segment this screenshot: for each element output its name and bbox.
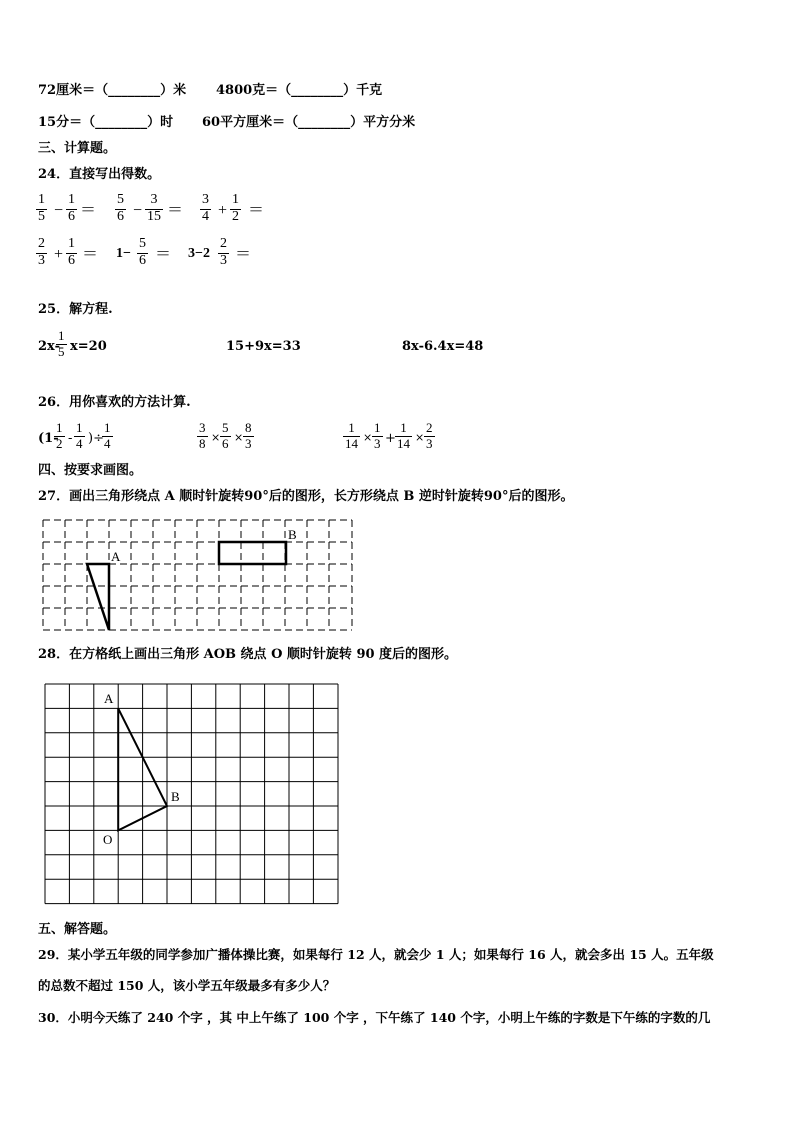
fraction: $\frac{2}{3}$ <box>220 236 227 268</box>
q29-line-1: 29．某小学五年级的同学参加广播体操比赛，如果每行 12 人，就会少 1 人；如果每行 16 人，就会多出 15 人。五年级 <box>38 947 714 962</box>
fraction: $\frac{1}{6}$ <box>68 236 75 268</box>
fill-question-2: 4800克＝（________）千克 <box>216 83 383 98</box>
fill-question-1: 72厘米＝（________）米 <box>38 83 187 98</box>
q25-equation-3: 8x-6.4x=48 <box>402 339 484 354</box>
fill-question-4: 60平方厘米＝（________）平方分米 <box>202 115 416 130</box>
fraction: $\frac{2}{3}$ <box>38 236 45 268</box>
fraction: $\frac{1}{4}$ <box>76 420 83 451</box>
q27-rectangle <box>219 542 286 564</box>
q27-label-a: A <box>111 549 121 564</box>
fraction: $\frac{5}{6}$ <box>117 192 124 224</box>
fraction: $\frac{1}{6}$ <box>68 192 75 224</box>
fraction: $\frac{2}{3}$ <box>426 420 433 451</box>
fraction: $\frac{1}{5}$ <box>38 192 45 224</box>
fraction: $\frac{1}{2}$ <box>232 192 239 224</box>
fraction: $\frac{1}{5}$ <box>58 328 65 359</box>
q28-label-b: B <box>171 789 180 804</box>
q28-title: 28．在方格纸上画出三角形 AOB 绕点 O 顺时针旋转 90 度后的图形。 <box>38 647 458 662</box>
q30-line-1: 30．小明今天练了 240 个字 ，其 中上午练了 100 个字 ，下午练了 140 个字，小明上午练的字数是下午练的字数的几 <box>38 1010 711 1025</box>
q27-triangle <box>87 564 109 630</box>
q25-equation-2: 15+9x=33 <box>226 339 301 354</box>
q28-grid-figure <box>42 678 352 918</box>
fraction: $\frac{1}{14}$ <box>397 420 410 451</box>
section-heading-3: 三、计算题。 <box>38 141 117 156</box>
q28-label-a: A <box>104 691 114 706</box>
fraction: $\frac{5}{6}$ <box>222 420 229 451</box>
q25-title: 25．解方程. <box>38 302 113 317</box>
q28-label-o: O <box>103 832 113 847</box>
fraction: $\frac{5}{6}$ <box>139 236 146 268</box>
q26-title: 26．用你喜欢的方法计算. <box>38 395 191 410</box>
fraction: $\frac{1}{14}$ <box>345 420 358 451</box>
fill-question-3: 15分＝（________）时 <box>38 115 174 130</box>
fraction: $\frac{3}{15}$ <box>147 192 161 224</box>
fraction: $\frac{1}{3}$ <box>374 420 381 451</box>
fraction: $\frac{3}{4}$ <box>202 192 209 224</box>
section-heading-5: 五、解答题。 <box>38 922 117 937</box>
fraction: $\frac{3}{8}$ <box>199 420 206 451</box>
section-heading-4: 四、按要求画图。 <box>38 463 143 478</box>
q24-title: 24．直接写出得数。 <box>38 167 161 182</box>
fraction: $\frac{1}{4}$ <box>104 420 111 451</box>
q29-line-2: 的总数不超过 150 人，该小学五年级最多有多少人？ <box>38 978 336 993</box>
q27-grid-figure <box>42 518 362 638</box>
fraction: $\frac{8}{3}$ <box>245 420 252 451</box>
solid-grid <box>45 684 338 904</box>
fraction: $\frac{1}{2}$ <box>56 420 63 451</box>
q27-label-b: B <box>288 527 297 542</box>
q27-title: 27．画出三角形绕点 A 顺时针旋转90°后的图形，长方形绕点 B 逆时针旋转90°后的图形。 <box>38 489 574 504</box>
